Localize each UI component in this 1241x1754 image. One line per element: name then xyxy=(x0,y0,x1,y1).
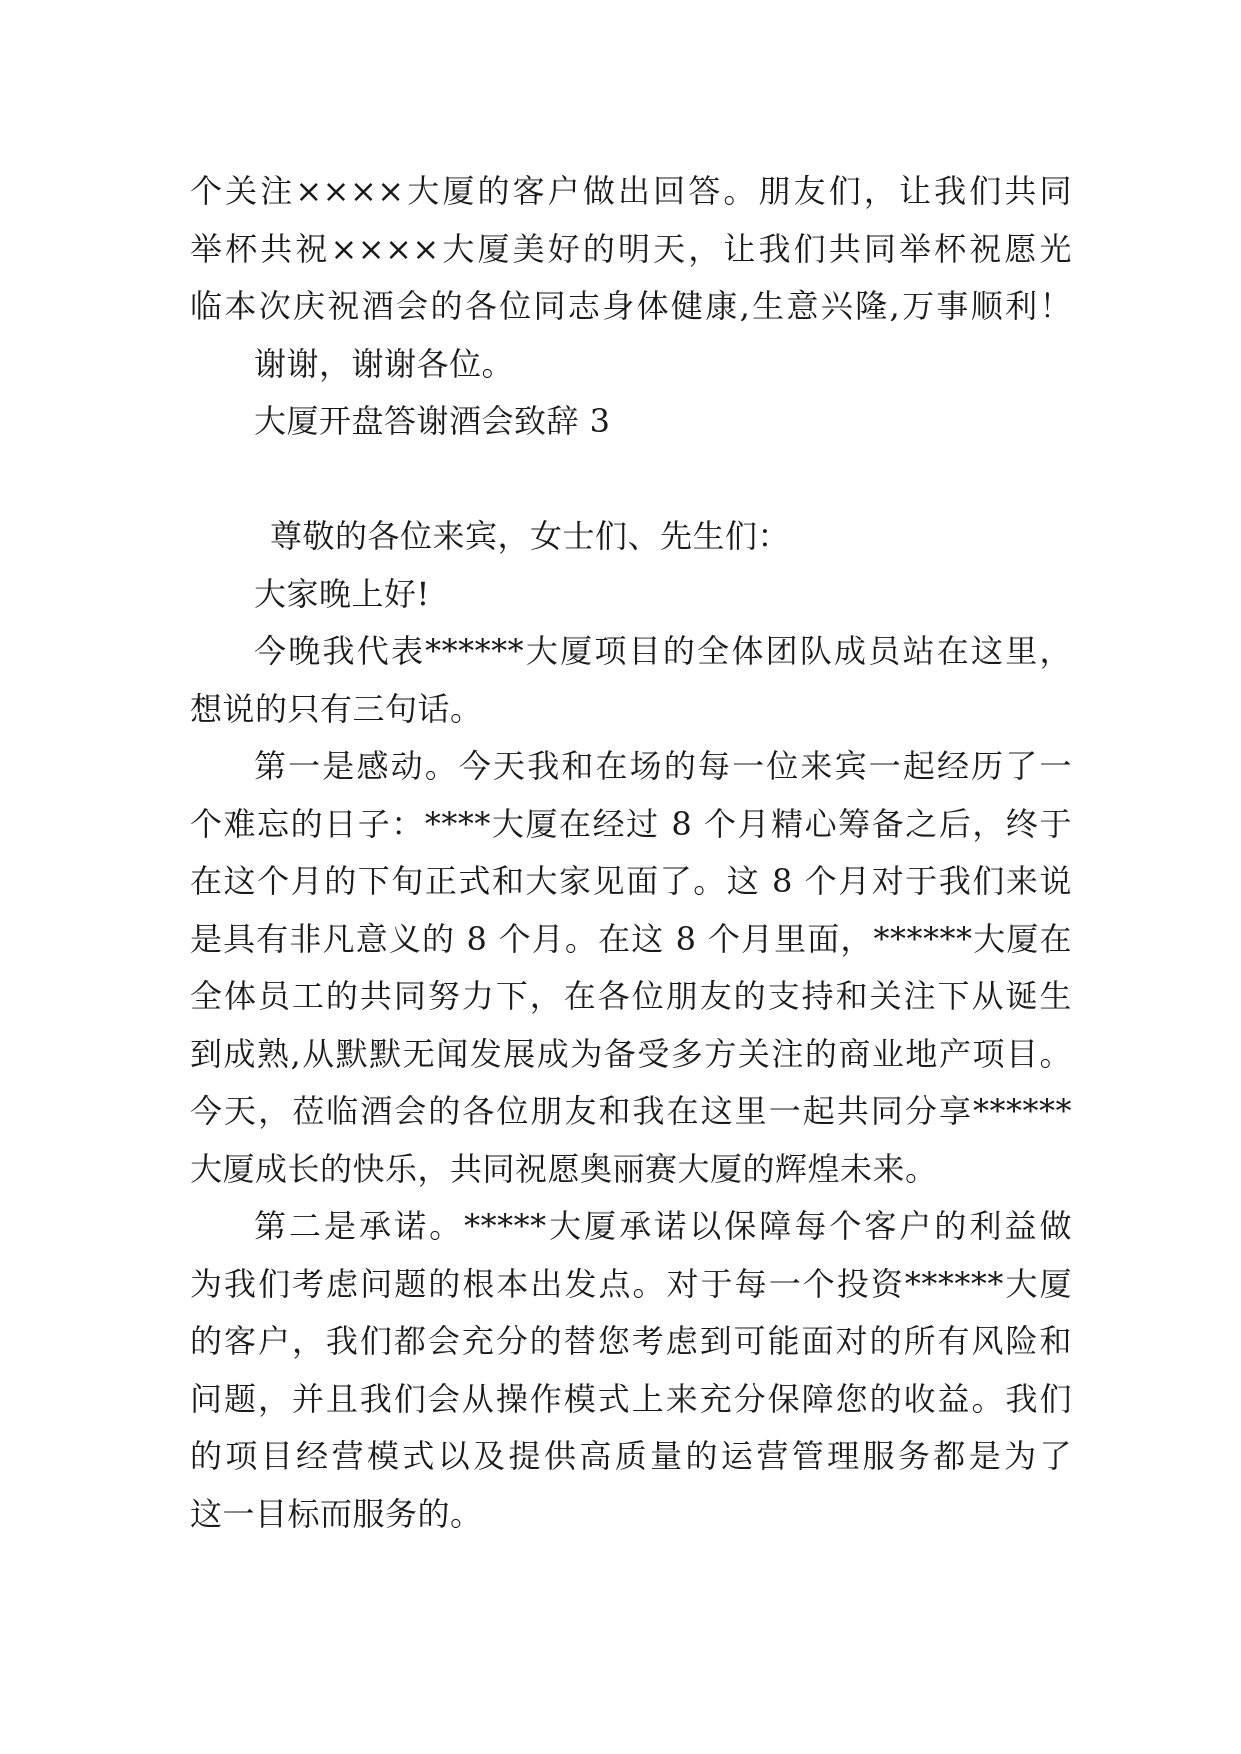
text-line: 今晚我代表******大厦项目的全体团队成员站在这里， xyxy=(254,632,1072,670)
document-body xyxy=(190,163,1072,1543)
text-line: 的客户，我们都会充分的替您考虑到可能面对的所有风险和 xyxy=(190,1322,1072,1360)
text-line: 想说的只有三句话。 xyxy=(190,689,483,728)
greeting: 大家晚上好! xyxy=(254,574,430,613)
text-line: 临本次庆祝酒会的各位同志身体健康,生意兴隆,万事顺利！ xyxy=(190,287,1072,325)
text-line: 全体员工的共同努力下，在各位朋友的支持和关注下从诞生 xyxy=(190,977,1072,1015)
salutation: 尊敬的各位来宾，女士们、先生们： xyxy=(270,517,791,555)
text-line: 大厦成长的快乐，共同祝愿奥丽赛大厦的辉煌未来。 xyxy=(190,1149,938,1188)
text-line: 第一是感动。今天我和在场的每一位来宾一起经历了一 xyxy=(254,747,1072,785)
blank-spacer xyxy=(190,451,1072,509)
text-line: 今天，莅临酒会的各位朋友和我在这里一起共同分享****** xyxy=(190,1092,1072,1130)
text-line: 到成熟,从默默无闻发展成为备受多方关注的商业地产项目。 xyxy=(190,1034,1072,1073)
text-line: 举杯共祝××××大厦美好的明天，让我们共同举杯祝愿光 xyxy=(190,229,1072,268)
text-line: 个关注××××大厦的客户做出回答。朋友们，让我们共同 xyxy=(190,172,1072,210)
text-line: 是具有非凡意义的 8 个月。在这 8 个月里面，******大厦在 xyxy=(190,919,1072,958)
text-line: 这一目标而服务的。 xyxy=(190,1494,483,1533)
text-line: 第二是承诺。*****大厦承诺以保障每个客户的利益做 xyxy=(254,1207,1072,1245)
text-line: 个难忘的日子：****大厦在经过 8 个月精心筹备之后，终于 xyxy=(190,804,1072,843)
text-line: 为我们考虑问题的根本出发点。对于每一个投资******大厦 xyxy=(190,1264,1072,1303)
section-title: 大厦开盘答谢酒会致辞 3 xyxy=(254,402,611,440)
text-line: 的项目经营模式以及提供高质量的运营管理服务都是为了 xyxy=(190,1437,1072,1475)
text-line: 问题，并且我们会从操作模式上来充分保障您的收益。我们 xyxy=(190,1379,1072,1418)
text-line: 在这个月的下旬正式和大家见面了。这 8 个月对于我们来说 xyxy=(190,862,1072,900)
thanks-line: 谢谢，谢谢各位。 xyxy=(254,344,515,383)
